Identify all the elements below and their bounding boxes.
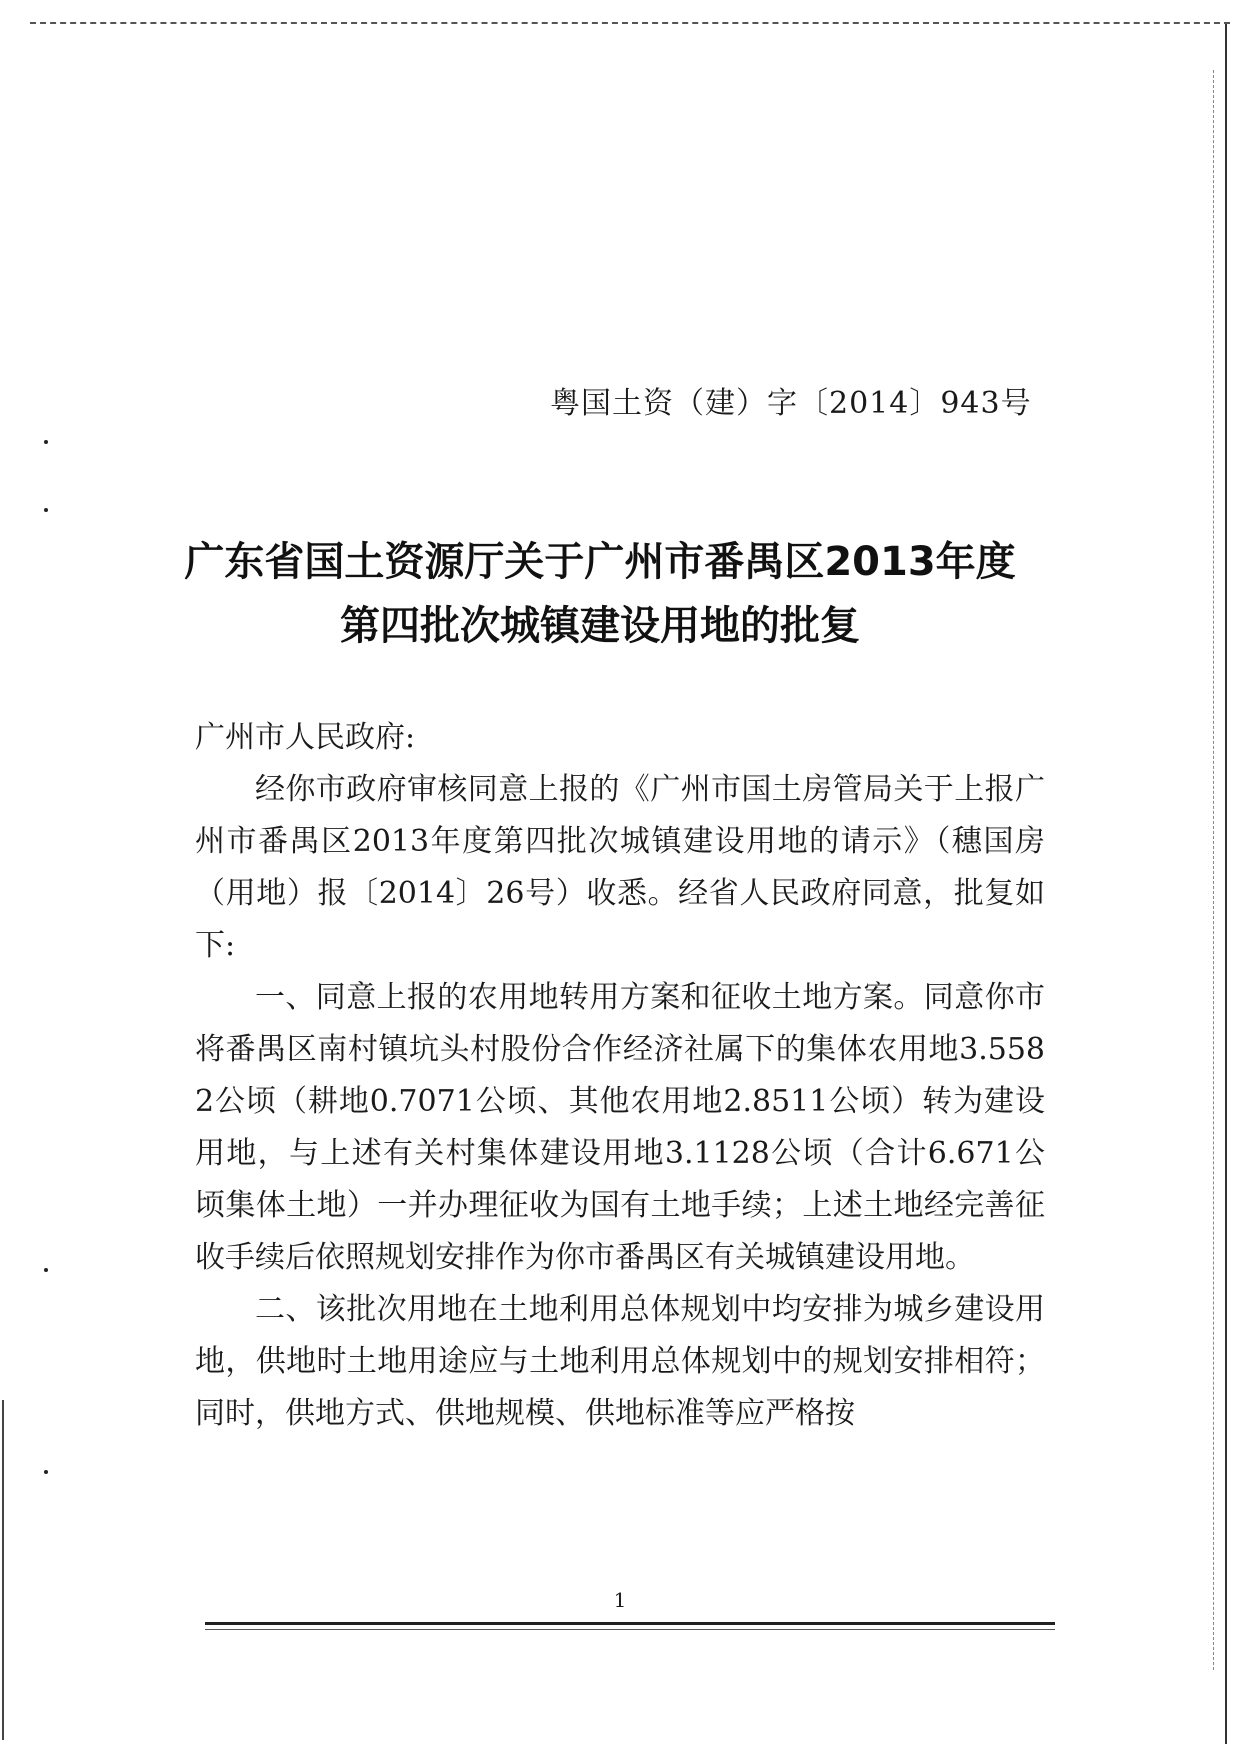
paragraph-intro: 经你市政府审核同意上报的《广州市国土房管局关于上报广州市番禺区2013年度第四批次城镇建设用地的请示》（穗国房（用地）报〔2014〕26号）收悉。经省人民政府同意，批复如下: <box>195 772 1045 963</box>
document-body <box>195 712 1045 1440</box>
scan-right-marks <box>1213 70 1216 1670</box>
title-line-1: 广东省国土资源厅关于广州市番禺区2013年度 <box>184 539 1016 585</box>
scan-speck <box>44 440 48 444</box>
footer-rule-thin <box>205 1629 1055 1630</box>
salutation: 广州市人民政府: <box>195 720 416 755</box>
document-title <box>150 530 1050 658</box>
paragraph-item-1: 一、同意上报的农用地转用方案和征收土地方案。同意你市将番禺区南村镇坑头村股份合作经济社属下的集体农用地3.5582公顷（耕地0.7071公顷、其他农用地2.8511公顷）转为建设用地，与上述有关村集体建设用地3.1128公顷（合计6.671公顷集体土地）一并办理征收为国有土地手续；上述土地经完善征收手续后依照规划安排作为你市番禺区有关城镇建设用地。 <box>195 980 1045 1275</box>
paragraph-item-2: 二、该批次用地在土地利用总体规划中均安排为城乡建设用地，供地时土地用途应与土地利用总体规划中的规划安排相符；同时，供地方式、供地规模、供地标准等应严格按 <box>195 1292 1045 1431</box>
scan-speck <box>44 1268 48 1272</box>
scan-speck <box>44 508 48 512</box>
footer-rule <box>205 1622 1055 1625</box>
scan-top-edge <box>30 22 1230 24</box>
document-number: 粤国土资（建）字〔2014〕943号 <box>550 386 1032 421</box>
scan-left-edge <box>2 1400 4 1740</box>
scan-speck <box>44 1470 48 1474</box>
title-line-2: 第四批次城镇建设用地的批复 <box>340 603 860 649</box>
scan-right-edge <box>1225 24 1227 1744</box>
page-number: 1 <box>613 1588 627 1612</box>
